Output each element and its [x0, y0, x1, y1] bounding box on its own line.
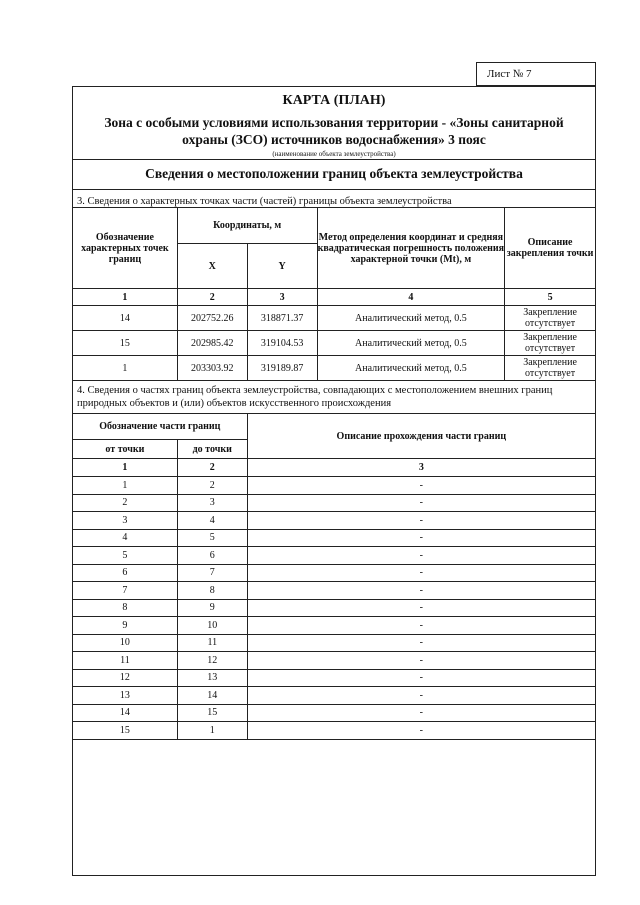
col-method: Метод определения координат и средняя квадратическая погрешность положения характерной точки (Mt), м [317, 208, 505, 289]
table-row [73, 704, 596, 722]
table-row [73, 617, 596, 635]
document-title: КАРТА (ПЛАН) [282, 93, 386, 108]
points-table [72, 207, 596, 381]
cell-from: 1 [73, 477, 178, 495]
table-row [73, 652, 596, 670]
col-from: от точки [73, 440, 178, 459]
cell-desc: - [247, 529, 595, 547]
cell-fixing: Закрепление отсутствует [505, 331, 596, 356]
cell-method: Аналитический метод, 0.5 [317, 356, 505, 381]
cell-to: 15 [177, 704, 247, 722]
col-description: Описание закрепления точки [505, 208, 596, 289]
parts-table [72, 413, 596, 740]
cell-to: 7 [177, 564, 247, 582]
cell-from: 7 [73, 582, 178, 600]
table-row [73, 669, 596, 687]
cell-from: 2 [73, 494, 178, 512]
table-row [73, 582, 596, 600]
cell-desc: - [247, 617, 595, 635]
table-row [73, 356, 596, 381]
cell-from: 6 [73, 564, 178, 582]
cell-to: 13 [177, 669, 247, 687]
cell-y: 319189.87 [247, 356, 317, 381]
col-parts: Обозначение части границ [73, 414, 248, 440]
col-x: X [177, 244, 247, 289]
subtitle-line-2: охраны (ЗСО) источников водоснабжения» 3 пояс [182, 132, 486, 147]
cell-to: 14 [177, 687, 247, 705]
col-number: 1 [73, 289, 178, 306]
cell-desc: - [247, 687, 595, 705]
cell-desc: - [247, 704, 595, 722]
table-row [73, 529, 596, 547]
col-number: 3 [247, 289, 317, 306]
subtitle-line-1: Зона с особыми условиями использования территории - «Зоны санитарной [104, 115, 564, 130]
table-row [73, 306, 596, 331]
table-row [73, 547, 596, 565]
cell-to: 5 [177, 529, 247, 547]
cell-point: 14 [73, 306, 178, 331]
cell-to: 12 [177, 652, 247, 670]
table-row [73, 477, 596, 495]
document-frame [72, 86, 596, 876]
col-y: Y [247, 244, 317, 289]
object-caption: (наименование объекта землеустройства) [272, 150, 396, 158]
cell-desc: - [247, 512, 595, 530]
col-coords: Координаты, м [177, 208, 317, 244]
col-number: 4 [317, 289, 505, 306]
cell-desc: - [247, 494, 595, 512]
cell-desc: - [247, 669, 595, 687]
table-row [73, 722, 596, 740]
col-designation: Обозначение характерных точек границ [73, 208, 178, 289]
cell-point: 1 [73, 356, 178, 381]
cell-desc: - [247, 477, 595, 495]
cell-from: 14 [73, 704, 178, 722]
cell-to: 2 [177, 477, 247, 495]
table-row [73, 687, 596, 705]
col-number: 5 [505, 289, 596, 306]
cell-to: 10 [177, 617, 247, 635]
cell-desc: - [247, 564, 595, 582]
col-number: 1 [73, 459, 178, 477]
document-subtitle [73, 114, 595, 148]
cell-desc: - [247, 582, 595, 600]
table-row [73, 331, 596, 356]
cell-from: 3 [73, 512, 178, 530]
cell-point: 15 [73, 331, 178, 356]
cell-from: 15 [73, 722, 178, 740]
cell-to: 8 [177, 582, 247, 600]
table-row [73, 564, 596, 582]
cell-to: 3 [177, 494, 247, 512]
cell-from: 11 [73, 652, 178, 670]
section-title: Сведения о местоположении границ объекта землеустройства [145, 166, 523, 181]
cell-desc: - [247, 547, 595, 565]
cell-fixing: Закрепление отсутствует [505, 356, 596, 381]
cell-from: 12 [73, 669, 178, 687]
cell-from: 10 [73, 634, 178, 652]
cell-to: 11 [177, 634, 247, 652]
sheet-number: Лист № 7 [476, 62, 596, 86]
cell-desc: - [247, 722, 595, 740]
section3-heading: 3. Сведения о характерных точках части (частей) границы объекта землеустройства [77, 196, 452, 207]
cell-to: 4 [177, 512, 247, 530]
cell-from: 8 [73, 599, 178, 617]
col-number: 2 [177, 289, 247, 306]
cell-y: 319104.53 [247, 331, 317, 356]
col-to: до точки [177, 440, 247, 459]
col-desc: Описание прохождения части границ [247, 414, 595, 459]
cell-from: 5 [73, 547, 178, 565]
col-number: 2 [177, 459, 247, 477]
cell-y: 318871.37 [247, 306, 317, 331]
divider [73, 159, 595, 160]
cell-to: 1 [177, 722, 247, 740]
cell-method: Аналитический метод, 0.5 [317, 331, 505, 356]
cell-from: 9 [73, 617, 178, 635]
cell-method: Аналитический метод, 0.5 [317, 306, 505, 331]
section4-heading: 4. Сведения о частях границ объекта землеустройства, совпадающих с местоположением внешних границ природных объектов и (или) объектов искусственного происхождения [77, 385, 553, 409]
cell-fixing: Закрепление отсутствует [505, 306, 596, 331]
divider [73, 189, 595, 190]
table-row [73, 512, 596, 530]
col-number: 3 [247, 459, 595, 477]
cell-desc: - [247, 634, 595, 652]
cell-x: 203303.92 [177, 356, 247, 381]
cell-to: 6 [177, 547, 247, 565]
cell-to: 9 [177, 599, 247, 617]
table-row [73, 494, 596, 512]
cell-x: 202752.26 [177, 306, 247, 331]
cell-desc: - [247, 652, 595, 670]
cell-x: 202985.42 [177, 331, 247, 356]
cell-from: 4 [73, 529, 178, 547]
table-row [73, 599, 596, 617]
cell-from: 13 [73, 687, 178, 705]
table-row [73, 634, 596, 652]
cell-desc: - [247, 599, 595, 617]
